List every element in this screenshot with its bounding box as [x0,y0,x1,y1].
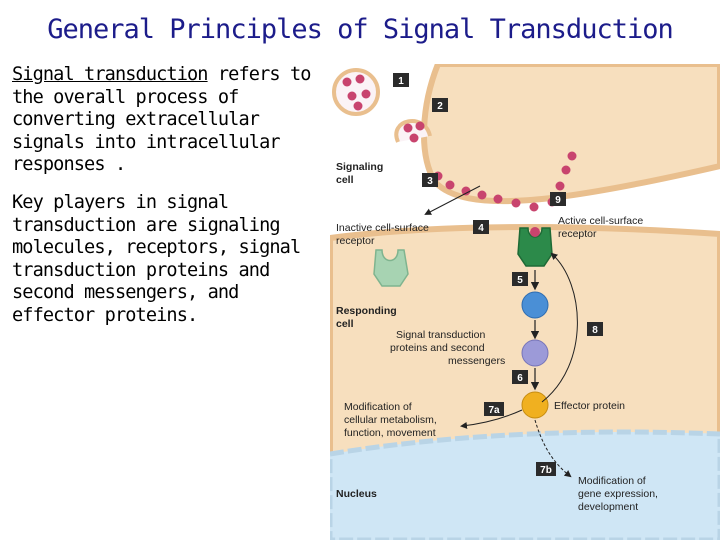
label-inactive-receptor-line2: receptor [336,235,375,247]
bound-signal-molecule [530,227,540,237]
signal-molecule [556,182,565,191]
signal-molecule [362,90,371,99]
label-signaling-cell-line2: cell [336,174,354,186]
signal-molecule [462,187,471,196]
step-box-8 [587,322,603,336]
signal-molecule [404,124,413,133]
step-box-6 [512,370,528,384]
signal-molecule [356,75,365,84]
definition-paragraph [12,64,322,177]
effector-protein [522,392,548,418]
signal-molecule [446,181,455,190]
svg-text:9: 9 [555,195,561,206]
signal-molecule [354,102,363,111]
step-box-7a [484,402,504,416]
label-active-receptor-line1: Active cell-surface [558,215,644,227]
label-signaling-cell-line1: Signaling [336,161,384,173]
step-box-7b [536,462,556,476]
signal-molecule [410,134,419,143]
label-effector-protein: Effector protein [554,400,626,412]
signal-molecule [478,191,487,200]
label-inactive-receptor-line1: Inactive cell-surface [336,222,429,234]
svg-text:1: 1 [398,76,404,87]
signal-transduction-figure [330,64,720,540]
step-box-2 [432,98,448,112]
signal-molecule [348,92,357,101]
label-modification-metabolism-line1: Modification of [344,401,412,413]
step-box-1 [393,73,409,87]
svg-text:2: 2 [437,101,443,112]
transduction-protein-blue [522,292,548,318]
label-modification-gene-line1: Modification of [578,475,646,487]
label-modification-gene-line2: gene expression, [578,488,658,500]
svg-text:5: 5 [517,275,523,286]
svg-text:4: 4 [478,223,484,234]
label-transduction-line3: messengers [448,355,506,367]
label-modification-metabolism-line3: function, movement [344,427,436,439]
svg-text:6: 6 [517,373,523,384]
svg-text:7a: 7a [488,405,500,416]
slide-title: General Principles of Signal Transduction [47,14,673,45]
label-nucleus: Nucleus [336,488,377,500]
nucleus [330,432,720,540]
step-box-9 [550,192,566,206]
svg-text:3: 3 [427,176,433,187]
definition-text: refers to the overall process of converting extracellular signals into intracellular responses . [12,64,311,175]
label-transduction-line1: Signal transduction [396,329,486,341]
signal-molecule [512,199,521,208]
signal-molecule [562,166,571,175]
signal-molecule [494,195,503,204]
svg-text:7b: 7b [540,465,552,476]
step-box-3 [422,173,438,187]
signal-molecule [530,203,539,212]
signal-molecule [343,78,352,87]
signal-molecule [416,122,425,131]
step-box-4 [473,220,489,234]
key-players-paragraph: Key players in signal transduction are signaling molecules, receptors, signal transduction proteins and second messengers, and effector proteins. [12,192,301,326]
step-box-5 [512,272,528,286]
label-modification-gene-line3: development [578,501,639,513]
label-responding-cell-line2: cell [336,318,354,330]
svg-text:8: 8 [592,325,598,336]
label-responding-cell-line1: Responding [336,305,397,317]
second-messenger-lilac [522,340,548,366]
signaling-cell [424,64,720,201]
signal-molecule [568,152,577,161]
label-active-receptor-line2: receptor [558,228,597,240]
term-signal-transduction: Signal transduction [12,64,208,85]
label-transduction-line2: proteins and second [390,342,485,354]
label-modification-metabolism-line2: cellular metabolism, [344,414,437,426]
